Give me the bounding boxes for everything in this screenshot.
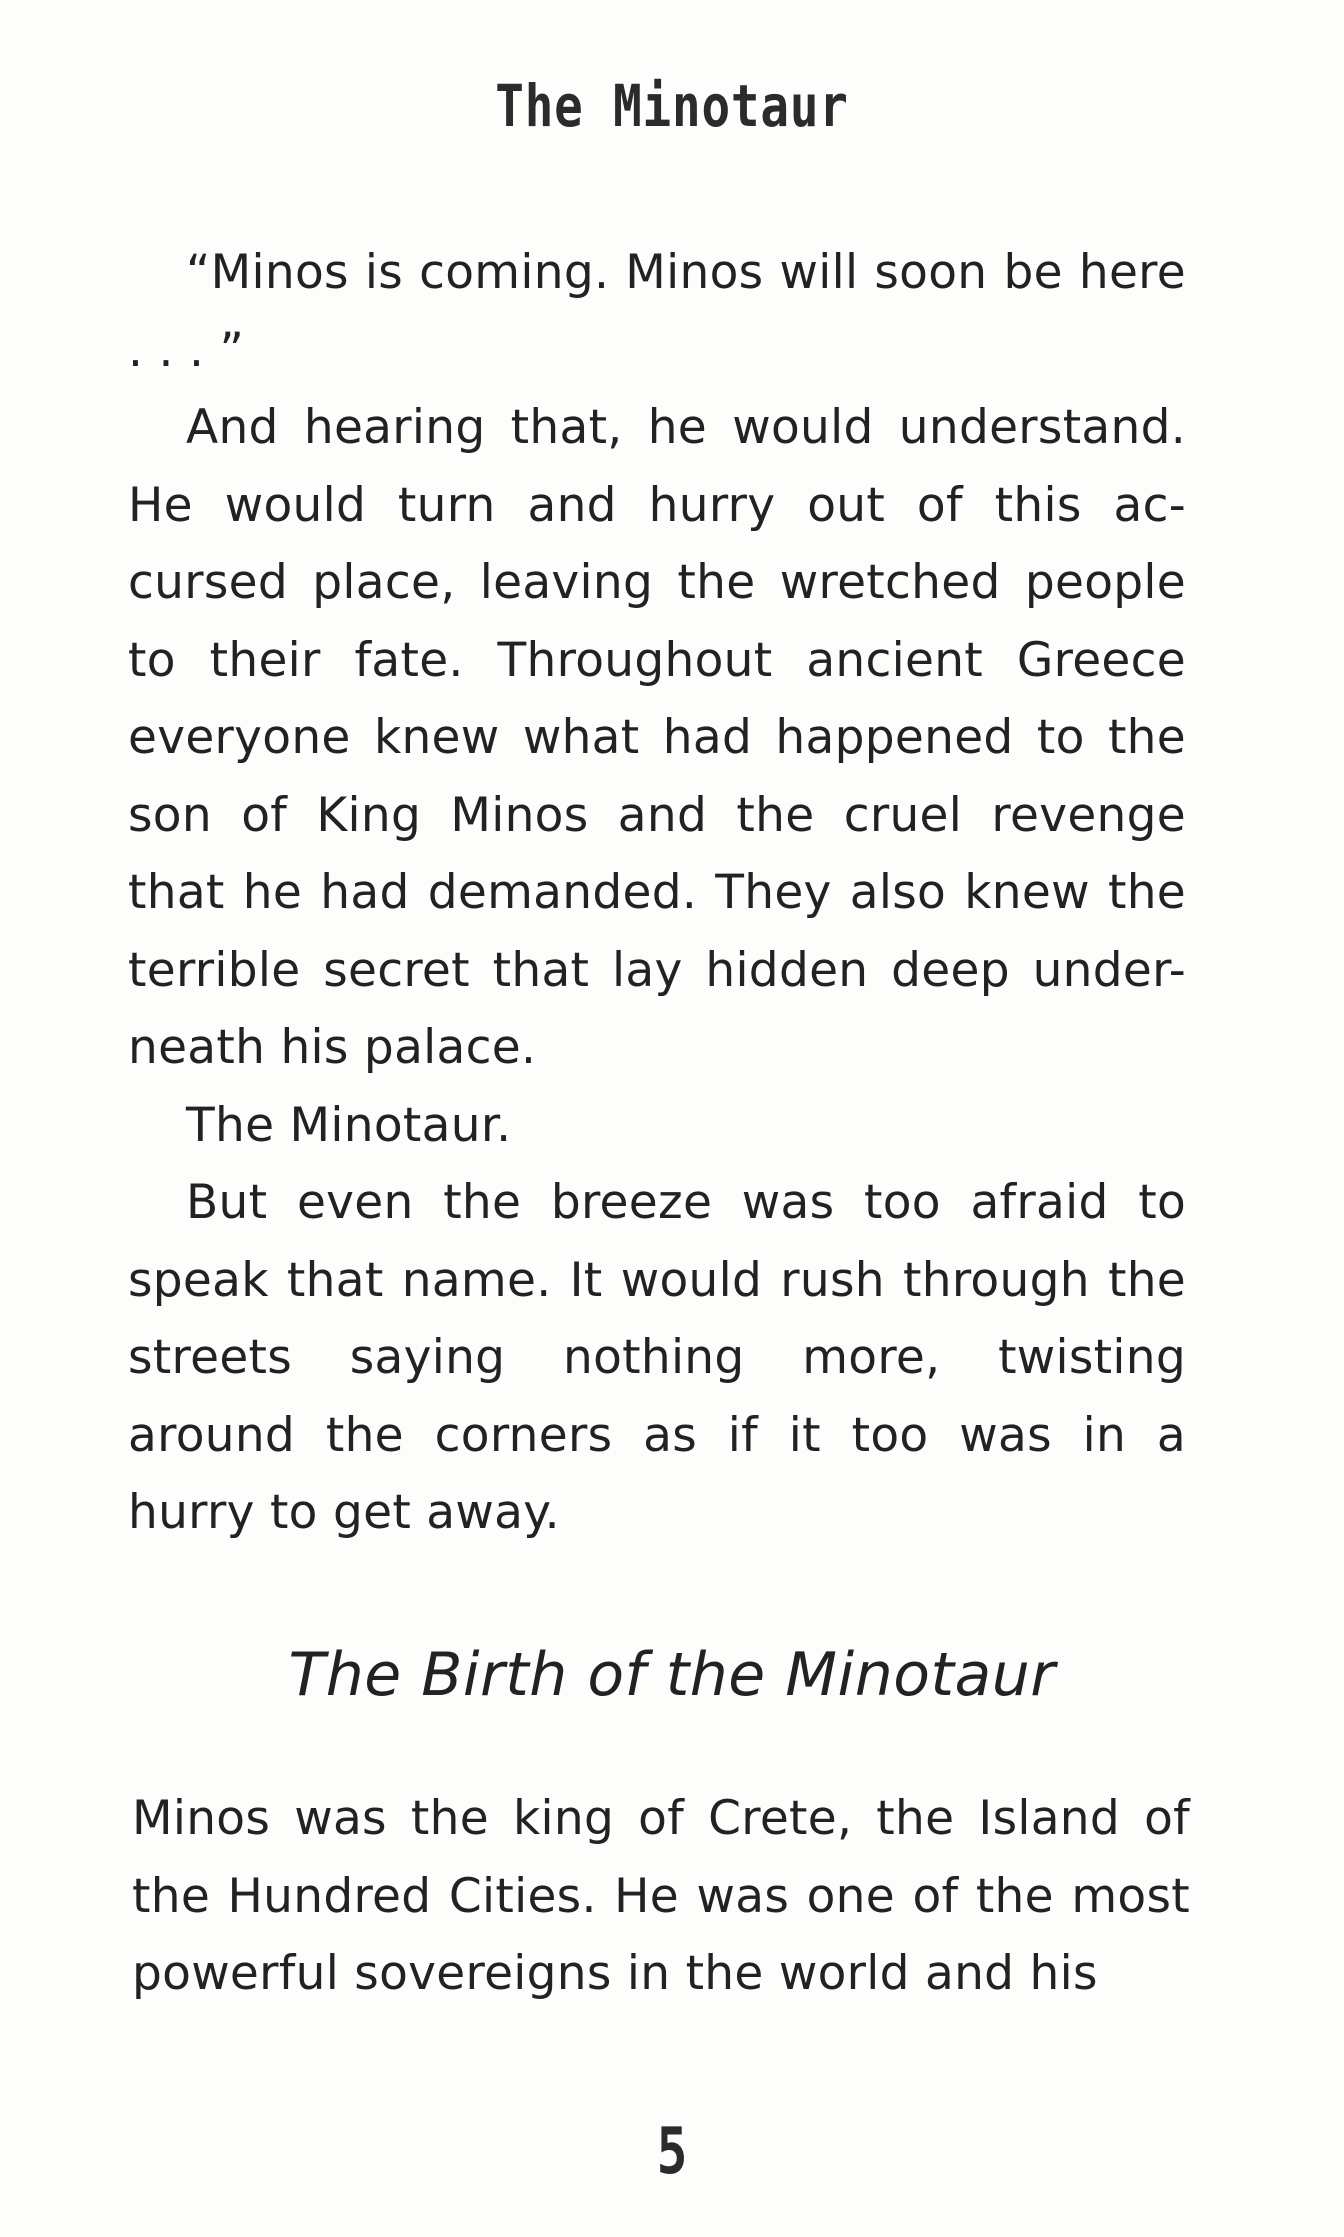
paragraph: And hearing that, he would understand. He would turn and hurry out of this ac-cursed place, leaving the wretched people to their fate. Throughout ancient Greece everyone knew what had happened to the son of King Minos and the cruel revenge that he had demanded. They also knew the terrible secret that lay hidden deep under-neath his palace. (128, 400, 1186, 1075)
running-head-title: The Minotaur (495, 72, 849, 140)
paragraph: The Minotaur. (186, 1097, 512, 1153)
paragraph: But even the breeze was too afraid to speak that name. It would rush through the streets saying nothing more, twisting around the corners as if it too was in a hurry to get away. (128, 1175, 1186, 1540)
paragraph: “Minos is coming. Minos will soon be here . . . ” (128, 245, 1186, 378)
paragraph: Minos was the king of Crete, the Island of the Hundred Cities. He was one of the most powerful sovereigns in the world and his (132, 1791, 1190, 2001)
section-heading: The Birth of the Minotaur (288, 1640, 1056, 1710)
body-text-block (132, 1780, 1190, 2013)
page-number: 5 (656, 2115, 688, 2189)
body-text-block (128, 234, 1186, 1552)
